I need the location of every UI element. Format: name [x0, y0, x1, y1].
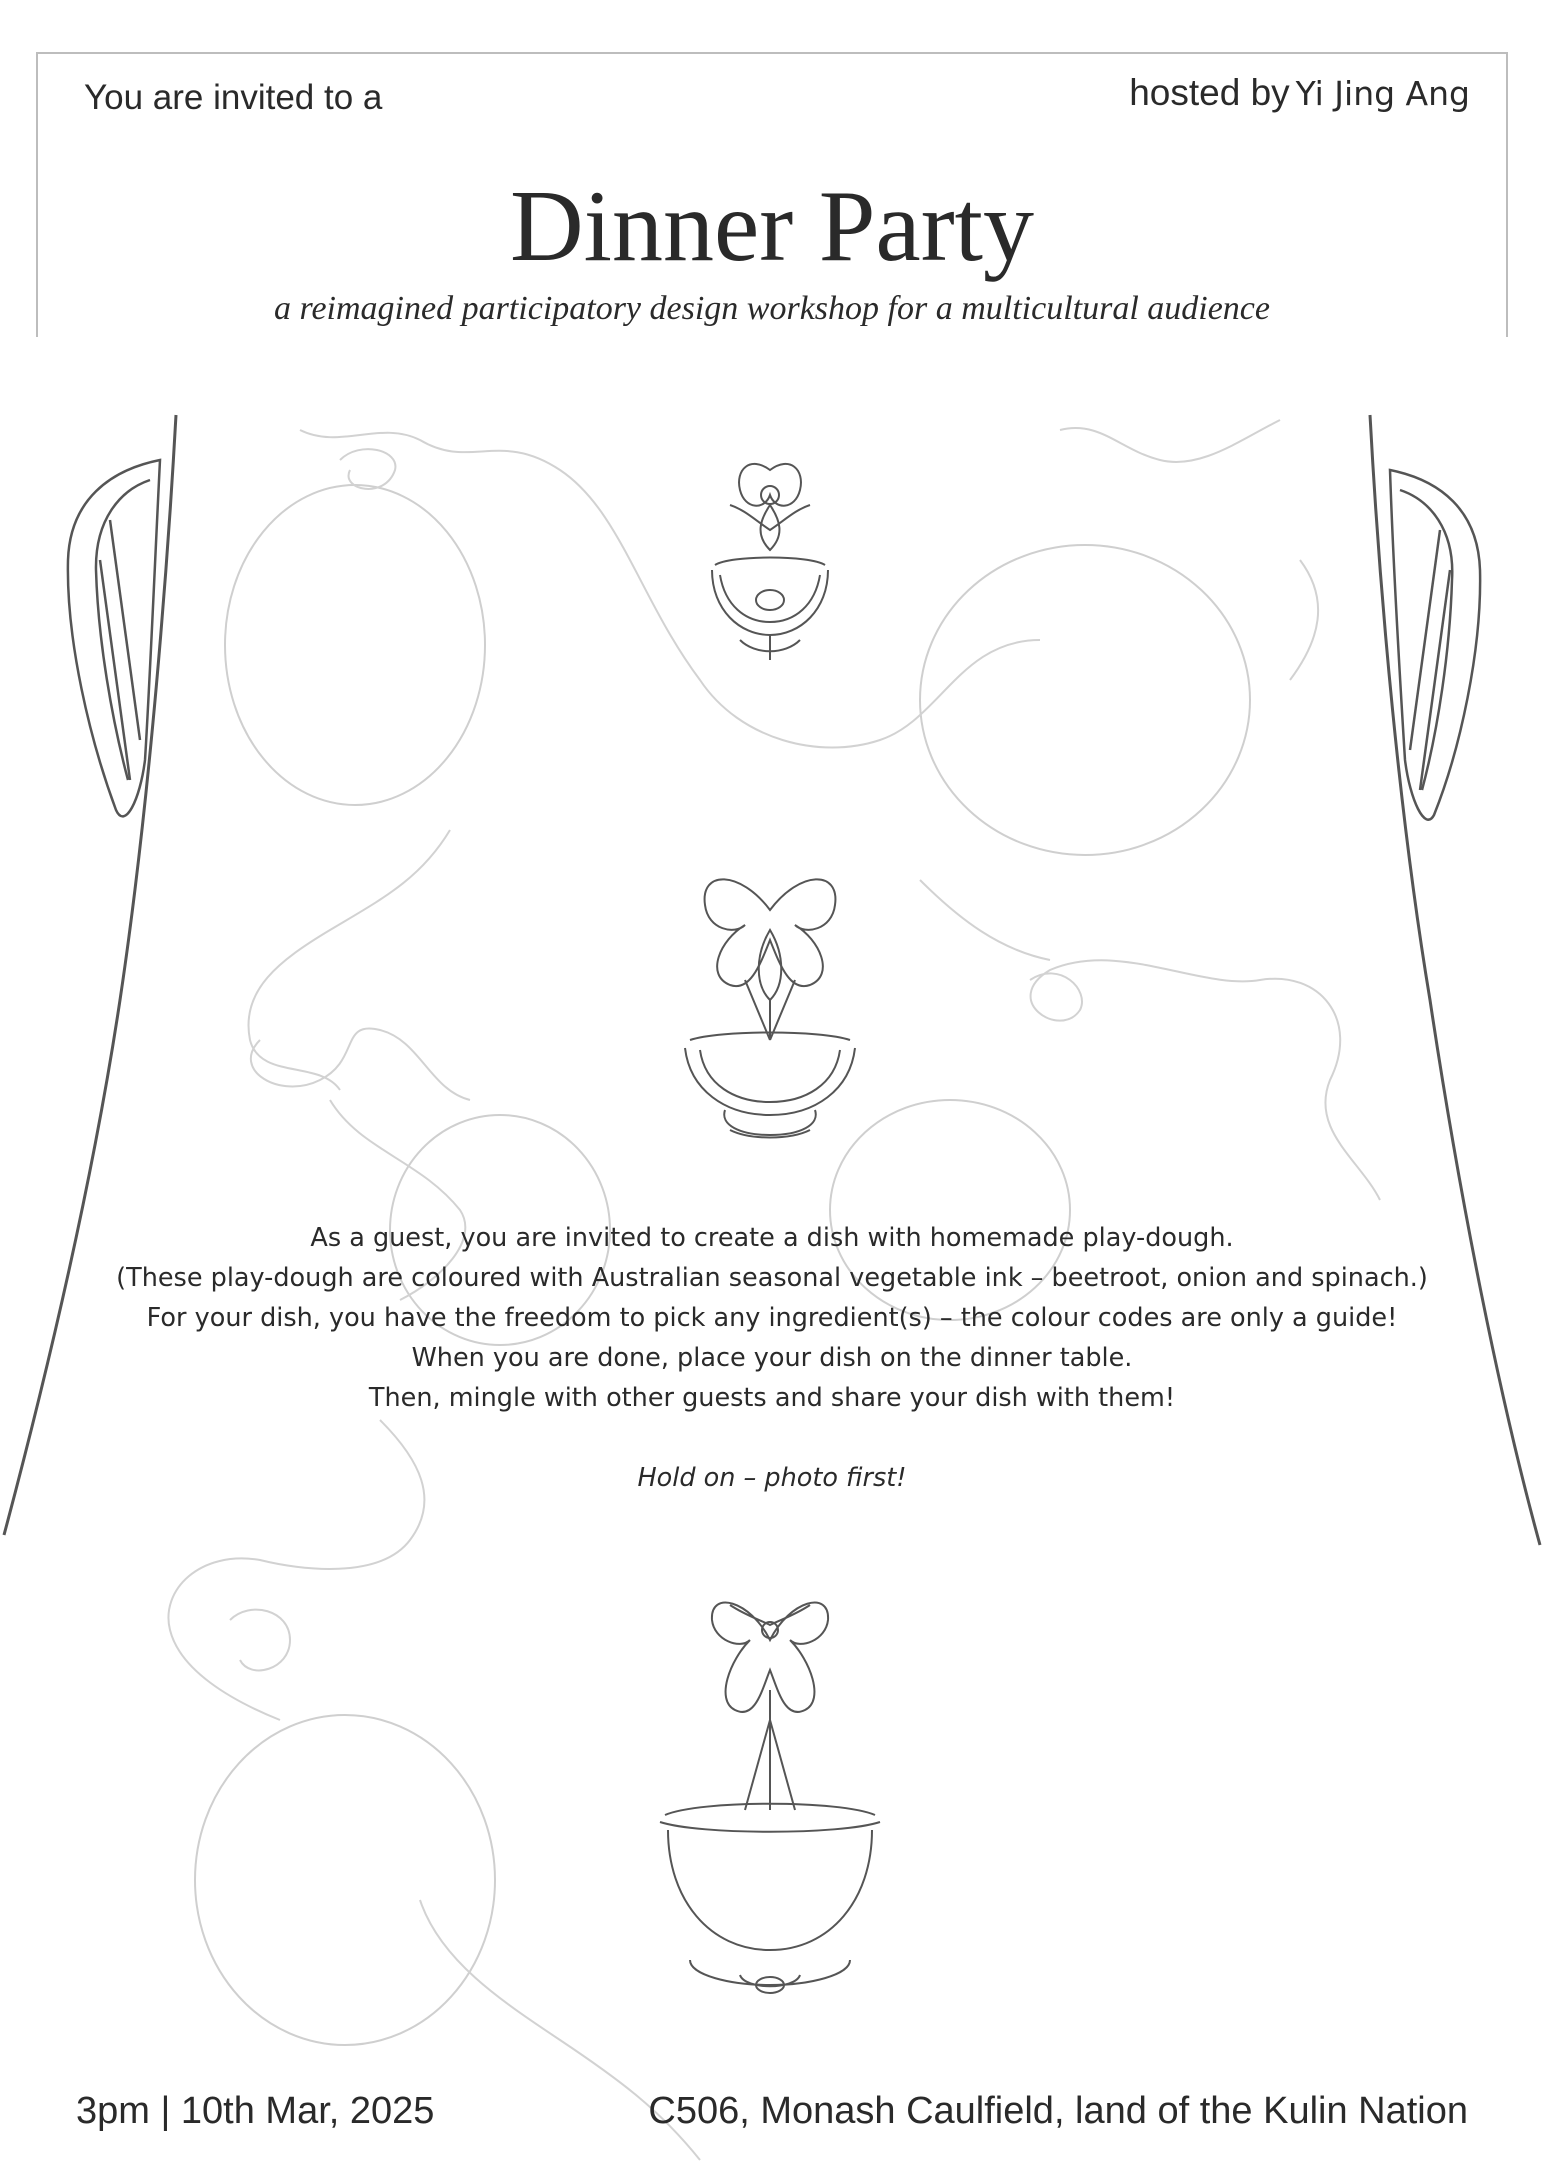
- instruction-line: When you are done, place your dish on the dinner table.: [411, 1343, 1133, 1373]
- instruction-line: For your dish, you have the freedom to pick any ingredient(s) – the colour codes are only a guide!: [146, 1303, 1398, 1333]
- flower-bowl-icon-top: [712, 464, 828, 660]
- photo-note: Hold on – photo first!: [637, 1463, 907, 1493]
- flower-bowl-icon-bottom: [660, 1603, 880, 1993]
- event-venue: C506, Monash Caulfield, land of the Kulin Nation: [648, 2090, 1468, 2132]
- page-subtitle: a reimagined participatory design workshop for a multicultural audience: [274, 290, 1270, 327]
- plate-sketch: [920, 545, 1250, 855]
- invite-text: You are invited to a: [84, 78, 383, 117]
- plate-sketch: [195, 1715, 495, 2045]
- instructions-block: [0, 1218, 1544, 1498]
- instruction-line: (These play-dough are coloured with Australian seasonal vegetable ink – beetroot, onion and spinach.): [116, 1263, 1428, 1293]
- instruction-line: Then, mingle with other guests and share your dish with them!: [368, 1383, 1176, 1413]
- page-title: Dinner Party: [509, 170, 1035, 283]
- instruction-line: As a guest, you are invited to create a dish with homemade play-dough.: [310, 1223, 1234, 1253]
- host-name: Yi Jing Ang: [1295, 74, 1470, 113]
- plate-sketch: [225, 485, 485, 805]
- hosted-label: hosted by: [1129, 72, 1290, 113]
- event-time: 3pm | 10th Mar, 2025: [76, 2090, 435, 2132]
- flower-bowl-icon-middle: [685, 879, 855, 1137]
